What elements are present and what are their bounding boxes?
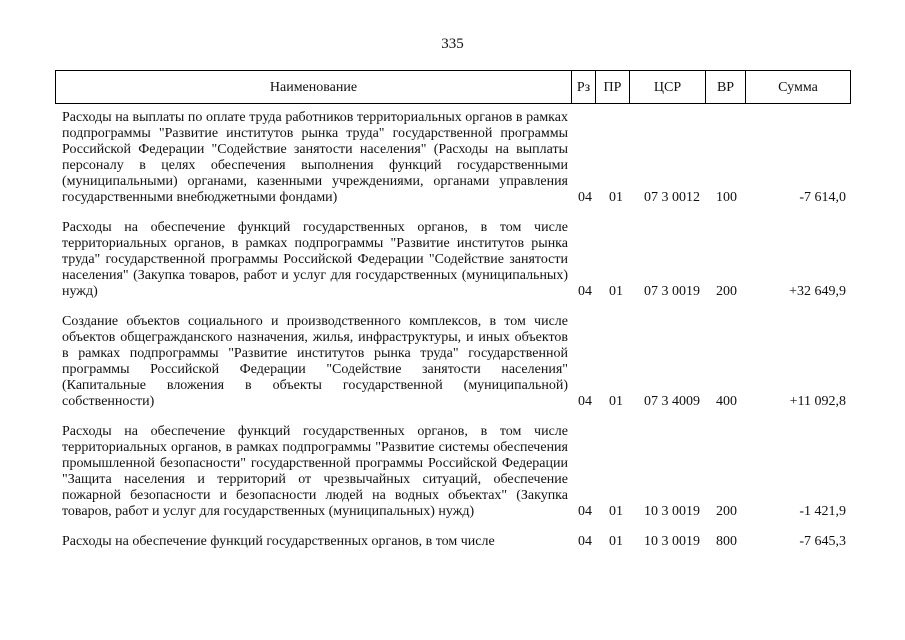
header-rz: Рз: [571, 71, 595, 104]
row-pr: 01: [609, 190, 623, 205]
row-rz: 04: [578, 284, 592, 299]
row-pr: 01: [609, 394, 623, 409]
header-name: Наименование: [55, 71, 571, 104]
row-csr: 07 3 4009: [644, 394, 700, 409]
table-row: [0, 424, 905, 520]
row-vr: 400: [716, 394, 737, 409]
row-csr: 10 3 0019: [644, 534, 700, 549]
table-body: [0, 110, 905, 554]
row-csr: 07 3 0012: [644, 190, 700, 205]
table-row: [0, 220, 905, 300]
row-description: Расходы на обеспечение функций государственных органов, в том числе: [62, 534, 495, 549]
table-row: [0, 110, 905, 206]
row-sum: -7 614,0: [799, 190, 846, 205]
row-vr: 200: [716, 504, 737, 519]
header-csr: ЦСР: [629, 71, 705, 104]
row-vr: 800: [716, 534, 737, 549]
row-sum: -1 421,9: [799, 504, 846, 519]
header-pr: ПР: [595, 71, 629, 104]
header-vr: ВР: [705, 71, 745, 104]
row-sum: +32 649,9: [789, 284, 846, 299]
row-pr: 01: [609, 534, 623, 549]
page-number: 335: [441, 36, 464, 52]
table-header: [55, 70, 851, 104]
row-vr: 100: [716, 190, 737, 205]
row-description: Расходы на обеспечение функций государственных органов, в том числе территориальных органов, в рамках подпрограммы "Развитие системы обеспечения промышленной безопасности" государственной программы Российской Федерации "Защита населения и территорий от чрезвычайных ситуаций, обеспечение пожарной безопасности и безопасности людей на водных объектах" (Закупка товаров, работ и услуг для государственных (муниципальных) нужд): [62, 424, 568, 519]
header-sum: Сумма: [745, 71, 851, 104]
row-sum: +11 092,8: [789, 394, 846, 409]
row-description: Создание объектов социального и производственного комплексов, в том числе объектов общегражданского назначения, жилья, инфраструктуры, и иных объектов в рамках подпрограммы "Развитие институтов рынка труда" государственной программы Российской Федерации "Содействие занятости населения" (Капитальные вложения в объекты государственной (муниципальной) собственности): [62, 314, 568, 409]
table-row: [0, 314, 905, 410]
row-description: Расходы на обеспечение функций государственных органов, в том числе территориальных органов, в рамках подпрограммы "Развитие институтов рынка труда" государственной программы Российской Федерации "Содействие занятости населения" (Закупка товаров, работ и услуг для государственных (муниципальных) нужд): [62, 220, 568, 299]
row-pr: 01: [609, 284, 623, 299]
row-rz: 04: [578, 504, 592, 519]
table-row: [0, 534, 905, 554]
row-csr: 10 3 0019: [644, 504, 700, 519]
row-rz: 04: [578, 190, 592, 205]
row-vr: 200: [716, 284, 737, 299]
row-rz: 04: [578, 394, 592, 409]
row-description: Расходы на выплаты по оплате труда работников территориальных органов в рамках подпрограммы "Развитие институтов рынка труда" государственной программы Российской Федерации "Содействие занятости населения" (Расходы на выплаты персоналу в целях обеспечения выполнения функций государственными (муниципальными) органами, казенными учреждениями, органами управления государственными внебюджетными фондами): [62, 110, 568, 205]
row-csr: 07 3 0019: [644, 284, 700, 299]
row-sum: -7 645,3: [799, 534, 846, 549]
row-pr: 01: [609, 504, 623, 519]
row-rz: 04: [578, 534, 592, 549]
